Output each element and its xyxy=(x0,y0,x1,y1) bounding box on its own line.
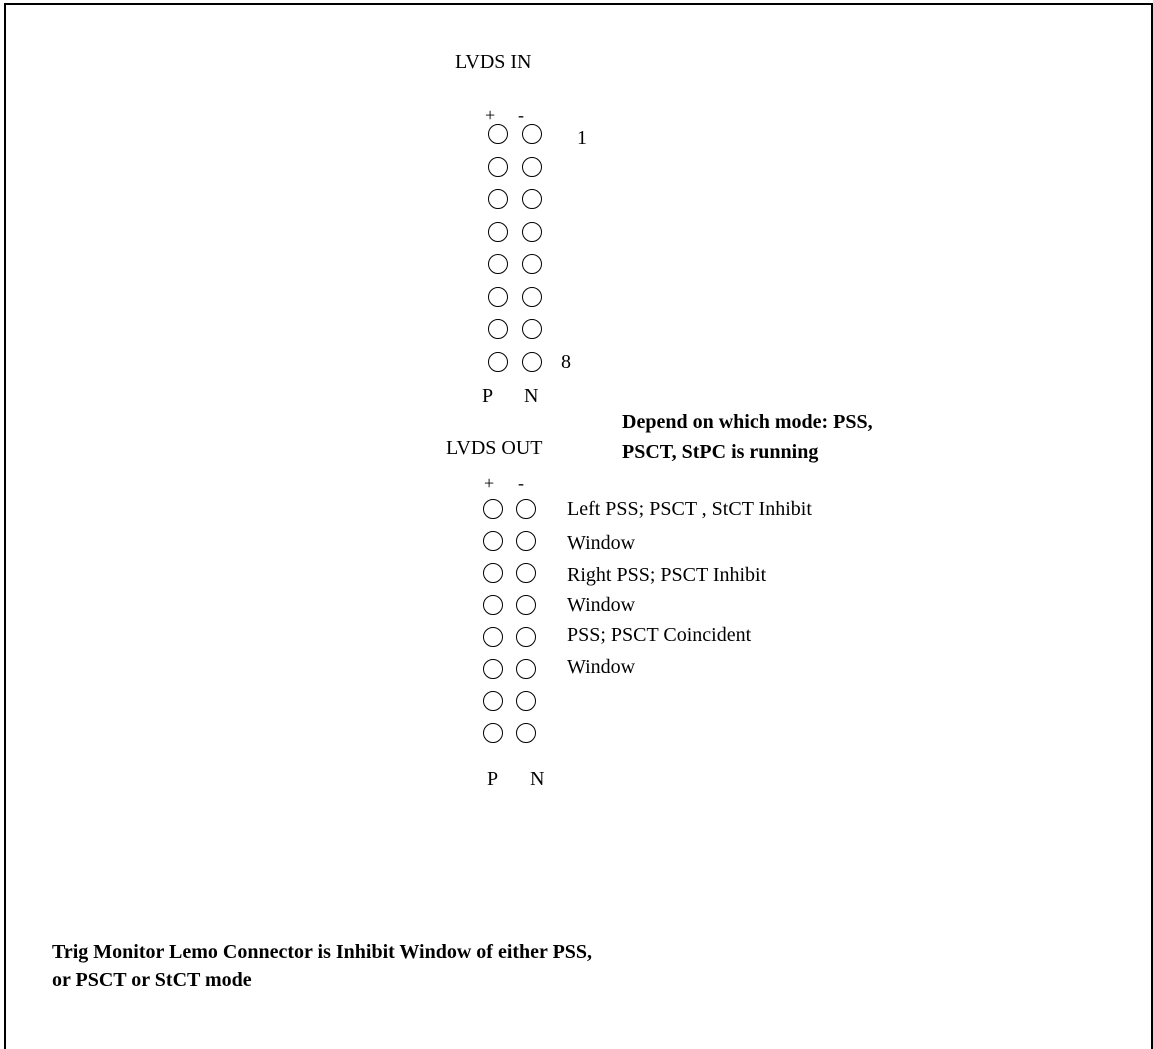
lvds-out-desc-4: Window xyxy=(567,594,636,616)
lvds-out-pin-4-p xyxy=(483,595,503,615)
lvds-out-pin-8-p xyxy=(483,723,503,743)
lvds-in-pin-2-p xyxy=(488,157,508,177)
lvds-out-pin-6-p xyxy=(483,659,503,679)
lvds-out-desc-1: Left PSS; PSCT , StCT Inhibit xyxy=(567,498,812,520)
lvds-out-n-label: N xyxy=(530,768,545,790)
lvds-in-pin-7-n xyxy=(522,319,542,339)
lvds-out-pin-1-p xyxy=(483,499,503,519)
lvds-in-pin-4-p xyxy=(488,222,508,242)
lvds-in-pin-3-p xyxy=(488,189,508,209)
lvds-in-pin-2-n xyxy=(522,157,542,177)
lvds-out-desc-5: PSS; PSCT Coincident xyxy=(567,624,752,646)
lvds-in-pin-6-p xyxy=(488,287,508,307)
lvds-out-title: LVDS OUT xyxy=(446,437,543,459)
lvds-out-pin-7-n xyxy=(516,691,536,711)
lvds-out-pin-2-p xyxy=(483,531,503,551)
lvds-in-pin-6-n xyxy=(522,287,542,307)
lvds-in-pin-8-n xyxy=(522,352,542,372)
lvds-out-pin-5-n xyxy=(516,627,536,647)
lvds-out-desc-3: Right PSS; PSCT Inhibit xyxy=(567,564,767,586)
lvds-out-pin-6-n xyxy=(516,659,536,679)
lvds-out-pin-7-p xyxy=(483,691,503,711)
lvds-out-plus-sign: + xyxy=(484,473,495,493)
lvds-out-p-label: P xyxy=(487,768,499,790)
mode-note xyxy=(622,410,873,464)
lvds-in-p-label: P xyxy=(482,385,494,407)
trig-monitor-note xyxy=(52,940,592,992)
lvds-in-pin-4-n xyxy=(522,222,542,242)
lvds-out-pin-3-p xyxy=(483,563,503,583)
lvds-in-pin-5-n xyxy=(522,254,542,274)
lvds-in-pin-5-p xyxy=(488,254,508,274)
lvds-in-pin-1-n xyxy=(522,124,542,144)
lvds-out-minus-sign: - xyxy=(518,473,524,493)
lvds-in-pin-3-n xyxy=(522,189,542,209)
diagram-frame xyxy=(4,3,1153,1049)
lvds-in-n-label: N xyxy=(524,385,539,407)
lvds-in-minus-sign: - xyxy=(518,105,524,125)
lvds-in-pin-1-p xyxy=(488,124,508,144)
lvds-out-pin-3-n xyxy=(516,563,536,583)
lvds-in-pin-7-p xyxy=(488,319,508,339)
lvds-out-pin-8-n xyxy=(516,723,536,743)
trig-note-line-1: Trig Monitor Lemo Connector is Inhibit Window of either PSS, xyxy=(52,941,593,963)
lvds-in-pin-8-p xyxy=(488,352,508,372)
lvds-in-pin-8-label: 8 xyxy=(561,351,571,373)
mode-note-line-1: Depend on which mode: PSS, xyxy=(622,411,873,433)
lvds-out-pin-5-p xyxy=(483,627,503,647)
lvds-out-pin-2-n xyxy=(516,531,536,551)
lvds-out-pin-4-n xyxy=(516,595,536,615)
lvds-out-desc-2: Window xyxy=(567,532,636,554)
lvds-out-pin-1-n xyxy=(516,499,536,519)
lvds-out-desc-6: Window xyxy=(567,656,636,678)
lvds-in-plus-sign: + xyxy=(485,105,496,125)
mode-note-line-2: PSCT, StPC is running xyxy=(622,441,819,463)
lvds-in-pin-1-label: 1 xyxy=(577,127,587,149)
lvds-in-title: LVDS IN xyxy=(455,51,532,73)
trig-note-line-2: or PSCT or StCT mode xyxy=(52,969,252,991)
